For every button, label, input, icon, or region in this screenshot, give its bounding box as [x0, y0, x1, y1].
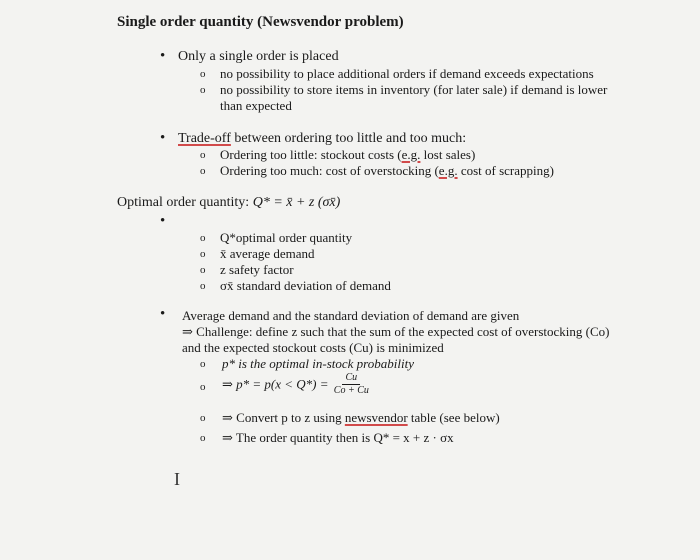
bullet-single-order: Only a single order is placed	[178, 49, 339, 64]
too-much-text: Ordering too much: cost of overstocking (	[220, 163, 439, 178]
challenge-line-2: and the expected stockout costs (Cu) is minimized	[182, 340, 444, 355]
bullet-average-demand-given: Average demand and the standard deviation of demand are given	[182, 308, 520, 323]
def-standard-deviation: σx̄ standard deviation of demand	[220, 278, 391, 293]
bullet-icon: •	[160, 213, 166, 229]
critical-ratio-fraction	[332, 372, 371, 397]
circle-bullet-icon: o	[200, 432, 206, 444]
bullet-trade-off	[178, 131, 466, 147]
too-little-text: Ordering too little: stockout costs (	[220, 147, 402, 162]
sub-item-no-storage-cont: than expected	[220, 98, 292, 113]
too-little-text-end: lost sales)	[420, 147, 476, 162]
bullet-icon: •	[160, 306, 166, 322]
circle-bullet-icon: o	[200, 248, 206, 260]
sub-item-ordering-too-little	[220, 147, 475, 163]
circle-bullet-icon: o	[200, 358, 206, 370]
circle-bullet-icon: o	[200, 412, 206, 424]
item-optimal-in-stock-probability: p* is the optimal in-stock probability	[222, 356, 414, 371]
circle-bullet-icon: o	[200, 84, 206, 96]
item-convert-p-to-z	[222, 410, 500, 426]
circle-bullet-icon: o	[200, 232, 206, 244]
eg-abbrev: e.g.	[401, 147, 421, 162]
item-order-quantity-formula: ⇒ The order quantity then is Q* = x + z · σx	[222, 430, 454, 445]
table-text: table (see below)	[407, 410, 500, 425]
newsvendor-word: newsvendor	[344, 410, 408, 425]
circle-bullet-icon: o	[200, 149, 206, 161]
challenge-line-1: ⇒ Challenge: define z such that the sum of the expected cost of overstocking (Co)	[182, 324, 610, 339]
optimal-formula: Q* = x̄ + z (σx̄)	[252, 195, 341, 210]
def-safety-factor: z safety factor	[220, 262, 294, 277]
circle-bullet-icon: o	[200, 68, 206, 80]
sub-item-no-storage: no possibility to store items in inventory (for later sale) if demand is lower	[220, 82, 608, 97]
sub-item-ordering-too-much	[220, 163, 554, 179]
bullet-icon: •	[160, 48, 166, 64]
circle-bullet-icon: o	[200, 381, 206, 393]
fraction-numerator: Cu	[342, 372, 360, 385]
bullet-icon: •	[160, 130, 166, 146]
optimal-order-quantity-line	[117, 195, 340, 211]
trade-off-rest: between ordering too little and too much:	[230, 131, 467, 146]
optimal-label: Optimal order quantity:	[117, 195, 253, 210]
circle-bullet-icon: o	[200, 165, 206, 177]
probability-formula-text: ⇒ p* = p(x < Q*) =	[222, 376, 329, 392]
trade-off-word: Trade-off	[178, 131, 231, 146]
def-average-demand: x̄ average demand	[220, 246, 315, 261]
convert-text: ⇒ Convert p to z using	[222, 410, 345, 425]
sub-item-no-additional-orders: no possibility to place additional orders if demand exceeds expectations	[220, 66, 594, 81]
too-much-text-end: cost of scrapping)	[457, 163, 554, 178]
item-probability-formula	[222, 372, 371, 397]
eg-abbrev: e.g.	[438, 163, 458, 178]
def-optimal-quantity: Q*optimal order quantity	[220, 230, 353, 245]
fraction-denominator: Co + Cu	[333, 385, 369, 396]
page-title: Single order quantity (Newsvendor problem)	[117, 14, 404, 30]
text-cursor-icon: I	[174, 469, 180, 489]
circle-bullet-icon: o	[200, 264, 206, 276]
circle-bullet-icon: o	[200, 280, 206, 292]
